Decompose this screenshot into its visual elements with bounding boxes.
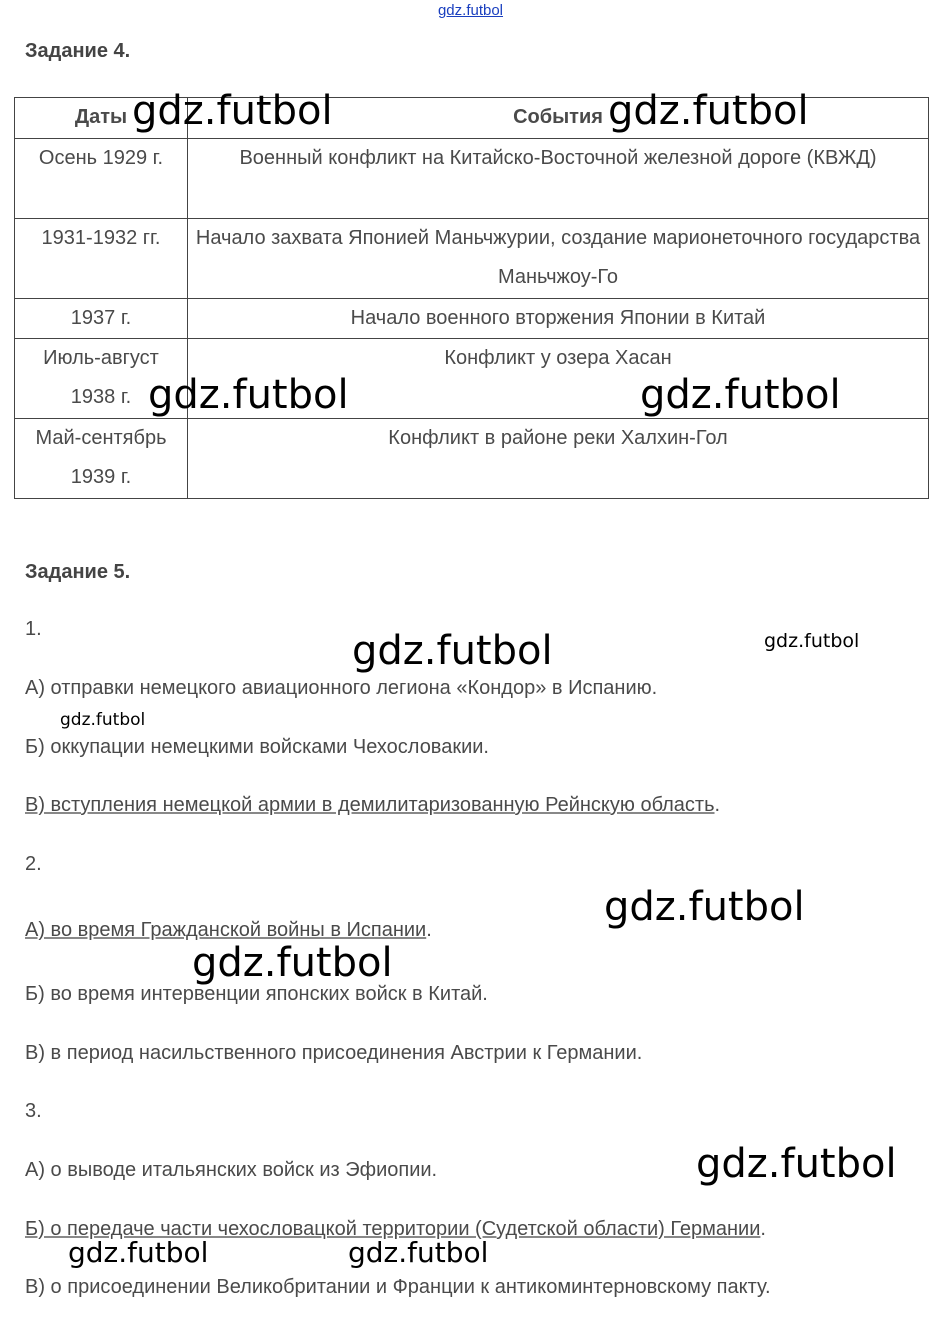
table-row <box>15 339 929 419</box>
watermark: gdz.futbol <box>352 628 553 674</box>
watermark: gdz.futbol <box>60 710 146 730</box>
task4-heading: Задание 4. <box>25 40 131 62</box>
answer-correct-text: А) во время Гражданской войны в Испании <box>25 919 427 941</box>
row-event: Начало военного вторжения Японии в Китай <box>188 299 929 339</box>
watermark: gdz.futbol <box>696 1141 897 1187</box>
answer-option-correct <box>25 919 432 942</box>
answer-option: А) о выводе итальянских войск из Эфиопии. <box>25 1159 438 1181</box>
row-date: 1931-1932 гг. <box>15 219 188 299</box>
task5-heading: Задание 5. <box>25 561 131 583</box>
row-date: Осень 1929 г. <box>15 139 188 219</box>
answer-option: Б) оккупации немецкими войсками Чехословакии. <box>25 736 489 758</box>
watermark: gdz.futbol <box>192 940 393 986</box>
watermark: gdz.futbol <box>68 1236 209 1269</box>
answer-option: В) в период насильственного присоединения Австрии к Германии. <box>25 1042 643 1064</box>
answer-correct-text: Б) о передаче части чехословацкой территории (Судетской области) Германии <box>25 1218 761 1240</box>
watermark: gdz.futbol <box>148 372 349 418</box>
watermark: gdz.futbol <box>608 88 809 134</box>
table-row <box>15 139 929 219</box>
answer-tail: . <box>714 794 721 816</box>
row-date: 1937 г. <box>15 299 188 339</box>
site-link[interactable]: gdz.futbol <box>437 2 504 19</box>
answer-tail: . <box>426 919 432 941</box>
row-event: Начало захвата Японией Маньчжурии, создание марионеточного государства Маньчжоу-Го <box>188 219 929 299</box>
header-dates: Даты <box>15 98 188 139</box>
answer-option: В) о присоединении Великобритании и Франции к антикоминтерновскому пакту. <box>25 1276 771 1298</box>
watermark: gdz.futbol <box>640 372 841 418</box>
header-events: События <box>188 98 929 139</box>
answer-option-correct <box>25 794 720 817</box>
answer-option: Б) во время интервенции японских войск в Китай. <box>25 983 488 1005</box>
watermark: gdz.futbol <box>132 88 333 134</box>
events-table <box>14 97 929 499</box>
watermark: gdz.futbol <box>348 1236 489 1269</box>
answer-option-correct <box>25 1218 766 1241</box>
question-number: 1. <box>25 618 42 640</box>
watermark: gdz.futbol <box>604 884 805 930</box>
table-row <box>15 419 929 499</box>
answer-tail: . <box>760 1218 766 1240</box>
table-row <box>15 299 929 339</box>
row-date: Май-сентябрь 1939 г. <box>15 419 188 499</box>
table-row <box>15 219 929 299</box>
row-event: Военный конфликт на Китайско-Восточной железной дороге (КВЖД) <box>188 139 929 219</box>
row-event: Конфликт в районе реки Халхин-Гол <box>188 419 929 499</box>
question-number: 3. <box>25 1100 42 1122</box>
answer-option: А) отправки немецкого авиационного легиона «Кондор» в Испанию. <box>25 677 658 699</box>
answer-correct-text: В) вступления немецкой армии в демилитаризованную Рейнскую область <box>25 794 715 816</box>
row-date: Июль-август 1938 г. <box>15 339 188 419</box>
row-event: Конфликт у озера Хасан <box>188 339 929 419</box>
question-number: 2. <box>25 853 42 875</box>
watermark: gdz.futbol <box>764 630 860 652</box>
table-header-row <box>15 98 929 139</box>
